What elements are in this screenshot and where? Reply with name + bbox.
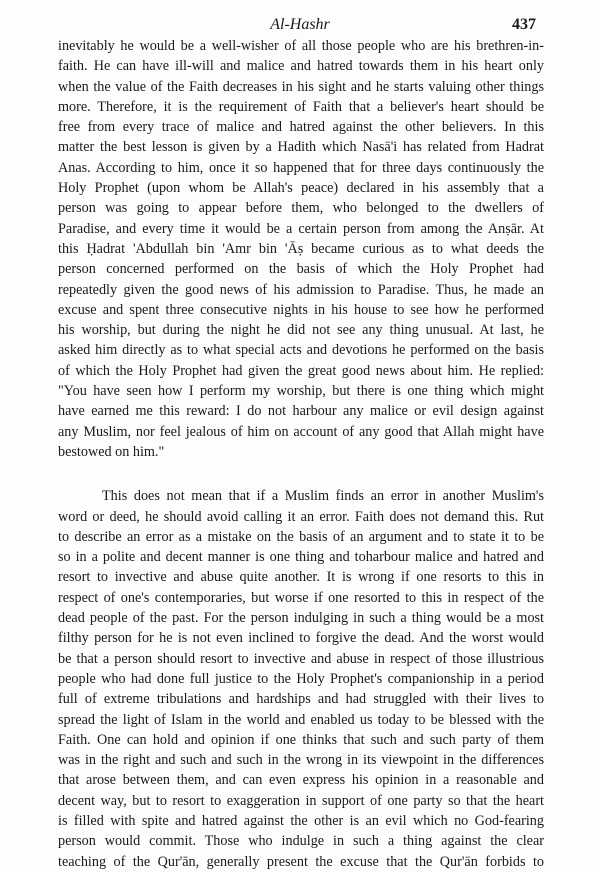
text-line: repeatedly given the good news of his admission to Paradise. Thus, he made an [58,281,544,298]
text-line: people who had done full justice to the Holy Prophet's companionship in a period [58,670,544,687]
text-line: was in the right and such and such in the wrong in its viewpoint in the differences [58,752,544,769]
text-line: inevitably he would be a well-wisher of all those people who are his brethren-in- [58,38,544,54]
text-line: spread the light of Islam in the world and enabled us today to be blessed with the [58,711,544,728]
text-line: resort to invective and abuse quite another. It is wrong if one resorts to this in [58,569,544,586]
text-line: Holy Prophet (upon whom be Allah's peace) declared in his assembly that a [58,180,544,197]
text-line: his worship, but during the night he did not see any thing unusual. At last, he [58,322,544,339]
text-line: dead people of the past. For the person indulging in such a thing would be a most [58,610,544,627]
text-line: person would commit. Those who indulge in such a thing against the clear [58,833,544,850]
text-line: of which the Holy Prophet had given the great good news about him. He replied: [58,362,544,379]
paragraph [58,36,544,462]
paragraph-gap [58,462,544,486]
text-line: person concerned performed on the basis of which the Holy Prophet had [58,261,544,278]
text-line: that arose between them, and can even express his opinion in a reasonable and [58,772,544,789]
text-line: Paradise, and every time it would be a certain person from among the Anṣār. At [58,220,544,237]
body-text [58,36,544,872]
text-line: full of extreme tribulations and hardships and had struggled with their lives to [58,691,544,708]
text-line: when the value of the Faith decreases in his sight and he starts valuing other things [58,78,544,95]
text-line: more. Therefore, it is the requirement of Faith that a believer's heart should be [58,98,544,115]
text-line: This does not mean that if a Muslim finds an error in another Muslim's [102,488,544,505]
running-header [0,14,600,38]
text-line: free from every trace of malice and hatred against the other believers. In this [58,119,544,136]
text-line: this Ḥadrat 'Abdullah bin 'Amr bin 'Āṣ became curious as to what deeds the [58,240,544,257]
text-line: to describe an error as a mistake on the basis of an argument and to state it to be [58,528,544,545]
text-line: decent way, but to resort to exaggeration in support of one party so that the heart [58,792,544,809]
text-line: faith. He can have ill-will and malice and hatred towards them in his heart only [58,58,544,75]
text-line: respect of one's contemporaries, but worse if one resorted to this in respect of the [58,589,544,606]
text-line: have earned me this reward: I do not harbour any malice or evil design against [58,403,544,420]
text-line: be that a person should resort to invective and abuse in respect of those illustrious [58,650,544,667]
text-line: person was going to appear before them, who belonged to the dwellers of [58,200,544,217]
text-line: asked him directly as to what special acts and devotions he performed on the basis [58,342,544,359]
page-number: 437 [512,16,536,33]
paragraph [58,486,544,872]
text-line: filthy person for he is not even inclined to forgive the dead. And the worst would [58,630,544,647]
text-line: word or deed, he should avoid calling it an error. Faith does not demand this. Rut [58,508,544,525]
text-line: matter the best lesson is given by a Hadith which Nasā'i has related from Hadrat [58,139,544,156]
text-line: teaching of the Qur'ān, generally present the excuse that the Qur'ān forbids to [58,853,544,870]
text-line: any Muslim, nor feel jealous of him on account of any good that Allah might have [58,423,544,440]
text-line: so in a polite and decent manner is one thing and toharbour malice and hatred and [58,549,544,566]
text-line: bestowed on him." [58,443,165,460]
text-line: "You have seen how I perform my worship, but there is one thing which might [58,383,544,400]
text-line: Faith. One can hold and opinion if one thinks that such and such party of them [58,731,544,748]
text-line: Anas. According to him, once it so happened that for three days continuously the [58,159,544,176]
text-line: excuse and spent three consecutive nights in his house to see how he performed [58,301,544,318]
running-title: Al-Hashr [270,16,330,33]
text-line: is filled with spite and hatred against the other is an evil which no God-fearing [58,812,544,829]
